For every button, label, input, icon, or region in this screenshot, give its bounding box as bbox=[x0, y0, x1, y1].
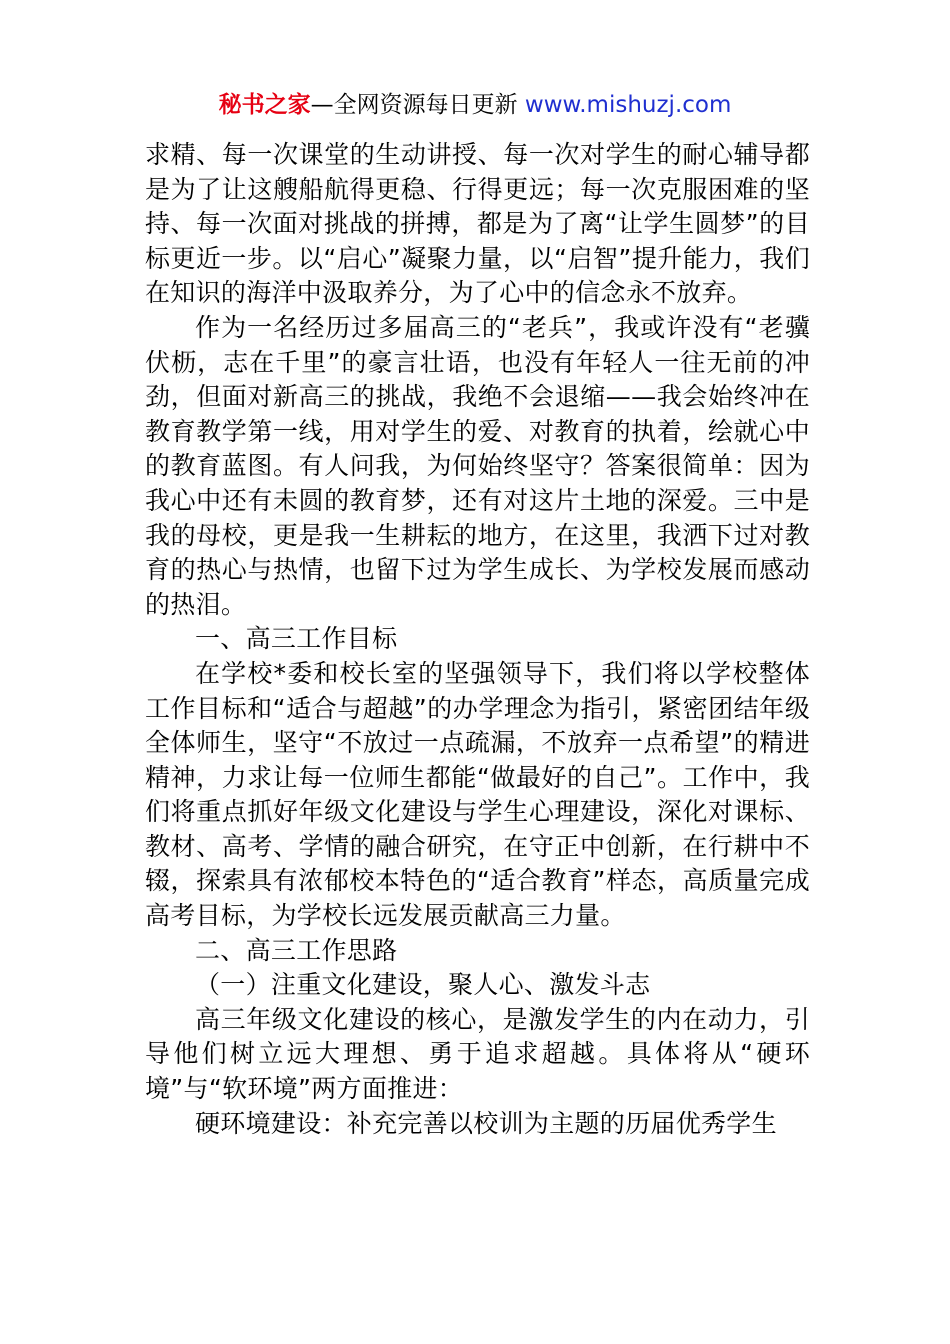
paragraph: 求精、每一次课堂的生动讲授、每一次对学生的耐心辅导都是为了让这艘船航得更稳、行得更远；每一次克服困难的坚持、每一次面对挑战的拼搏，都是为了离“让学生圆梦”的目标更近一步。以“启心”凝聚力量，以“启智”提升能力，我们在知识的海洋中汲取养分，为了心中的信念永不放弃。 bbox=[145, 140, 810, 308]
page-header bbox=[0, 88, 950, 122]
header-brand: 秘书之家 bbox=[218, 92, 311, 118]
header-tagline: —全网资源每日更新 bbox=[310, 92, 525, 118]
header-url-link[interactable]: www.mishuzj.com bbox=[524, 92, 732, 118]
paragraph: 作为一名经历过多届高三的“老兵”，我或许没有“老骥伏枥，志在千里”的豪言壮语，也没有年轻人一往无前的冲劲，但面对新高三的挑战，我绝不会退缩——我会始终冲在教育教学第一线，用对学生的爱、对教育的执着，绘就心中的教育蓝图。有人问我，为何始终坚守？答案很简单：因为我心中还有未圆的教育梦，还有对这片土地的深爱。三中是我的母校，更是我一生耕耘的地方，在这里，我洒下过对教育的热心与热情，也留下过为学生成长、为学校发展而感动的热泪。 bbox=[145, 312, 810, 619]
paragraph: 硬环境建设：补充完善以校训为主题的历届优秀学生 bbox=[195, 1108, 777, 1138]
section-heading: 二、高三工作思路 bbox=[195, 935, 398, 965]
paragraph: 高三年级文化建设的核心，是激发学生的内在动力，引导他们树立远大理想、勇于追求超越。具体将从“硬环境”与“软环境”两方面推进： bbox=[145, 1004, 810, 1104]
section-heading: 一、高三工作目标 bbox=[195, 624, 398, 654]
subsection-heading: （一）注重文化建设，聚人心、激发斗志 bbox=[195, 970, 651, 1000]
document-body bbox=[145, 138, 810, 1141]
paragraph: 在学校*委和校长室的坚强领导下，我们将以学校整体工作目标和“适合与超越”的办学理念为指引，紧密团结年级全体师生，坚守“不放过一点疏漏，不放弃一点希望”的精进精神，力求让每一位师生都能“做最好的自己”。工作中，我们将重点抓好年级文化建设与学生心理建设，深化对课标、教材、高考、学情的融合研究，在守正中创新，在行耕中不辍，探索具有浓郁校本特色的“适合教育”样态，高质量完成高考目标，为学校长远发展贡献高三力量。 bbox=[145, 658, 810, 931]
